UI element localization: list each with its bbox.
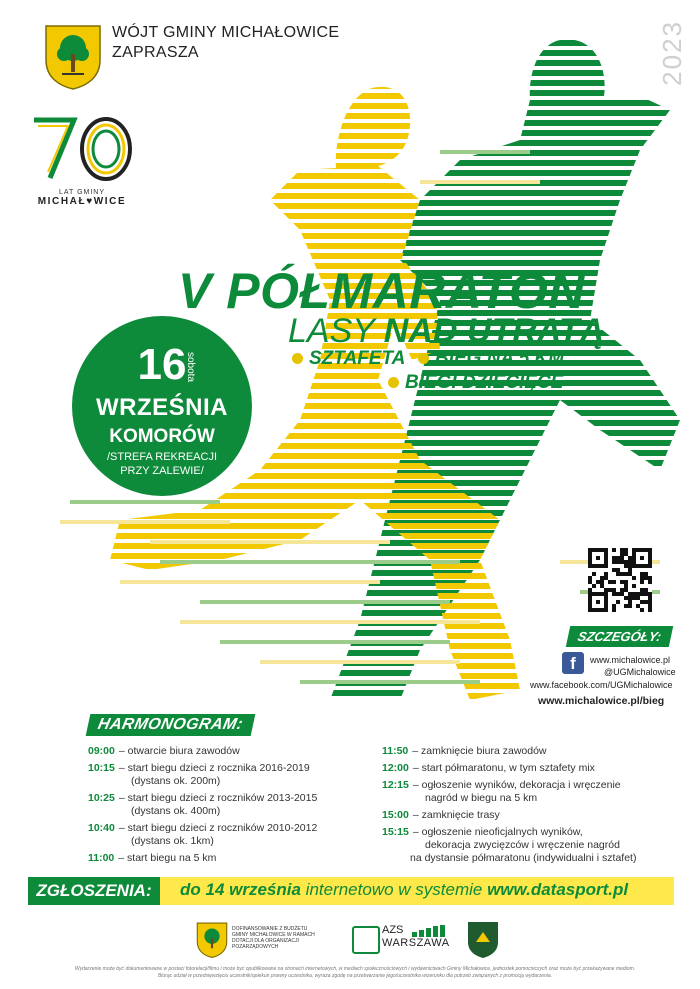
schedule-text-cont: na dystansie półmaratonu (indywidualni i sztafet)	[410, 852, 637, 864]
location-note	[72, 450, 252, 478]
schedule-text: – start biegu dzieci z roczników 2010-2012	[118, 822, 318, 834]
municipality-crest	[44, 24, 102, 90]
item-relay: SZTAFETA	[309, 348, 405, 369]
date-weekday: sobota	[185, 352, 196, 383]
registration-text	[180, 880, 628, 900]
yellow-stripe	[80, 143, 560, 149]
item-kids: BIEGI DZIECIĘCE	[405, 372, 564, 393]
schedule-entry	[88, 745, 378, 758]
item-5km: BIEG NA 5 KM	[434, 348, 565, 369]
schedule-text: – otwarcie biura zawodów	[118, 745, 240, 757]
yellow-stripe	[80, 693, 560, 699]
yellow-stripe	[80, 93, 560, 99]
event-subtitle	[288, 312, 604, 351]
schedule-heading: HARMONOGRAM:	[86, 714, 255, 736]
yellow-stripe	[80, 513, 560, 519]
qr-code[interactable]	[588, 548, 652, 612]
schedule-right-column	[382, 745, 682, 865]
yellow-stripe	[80, 83, 560, 89]
fine-print-line: Biorąc udział w przedsięwzięciu uczestnik/opiekun prawny uczestnika, wyraża zgodę na przetwarzanie jego/uczestnika wizerunku dla potrzeb związanych z promocją wydarzenia.	[157, 973, 553, 979]
location-note-line-2: PRZY ZALEWIE/	[120, 465, 204, 477]
funding-crest-icon	[196, 922, 228, 958]
schedule-time: 11:50	[382, 745, 409, 757]
yellow-stripe	[80, 633, 560, 639]
speed-line	[180, 620, 480, 624]
schedule-text: – zamknięcie trasy	[412, 809, 500, 821]
schedule-entry	[382, 745, 682, 758]
schedule-time: 15:00	[382, 809, 409, 821]
green-stripe	[300, 80, 700, 86]
schedule-entry	[88, 852, 378, 865]
schedule-text: – start biegu dzieci z rocznika 2016-2019	[118, 762, 310, 774]
fine-print-line: Wydarzenie może być dokumentowane w postaci fotorelacji/filmu i może być opublikowane na stronach internetowych, w mediach społecznościowych i wydawnictwach Gminy Michałowice, jednostek pomocniczych oraz może być przekazywane mediom.	[74, 966, 636, 972]
speed-line	[440, 150, 530, 154]
schedule-entry	[88, 762, 378, 788]
green-stripe	[300, 40, 700, 46]
yellow-stripe	[80, 553, 560, 559]
funding-text	[232, 926, 315, 950]
green-stripe	[300, 50, 700, 56]
date-month: WRZEŚNIA	[96, 394, 228, 421]
registration-link[interactable]: www.datasport.pl	[487, 880, 629, 899]
facebook-icon[interactable]: f	[562, 652, 584, 674]
yellow-stripe	[80, 653, 560, 659]
details-label: SZCZEGÓŁY:	[566, 626, 674, 647]
anniversary-small-text: LAT GMINY	[58, 189, 106, 196]
yellow-stripe	[80, 113, 560, 119]
event-items-row-2	[388, 372, 563, 394]
schedule-entry	[88, 792, 378, 818]
event-location: KOMORÓW	[109, 426, 215, 447]
yellow-stripe	[80, 703, 560, 709]
schedule-text-cont: (dystans ok. 200m)	[131, 775, 221, 787]
green-stripe	[300, 70, 700, 76]
speed-line	[160, 560, 460, 564]
website-link[interactable]: www.michalowice.pl	[590, 655, 671, 665]
schedule-entry	[88, 822, 378, 848]
bullet-dot-icon	[388, 377, 399, 388]
speed-line	[60, 520, 230, 524]
subtitle-light: LASY	[288, 312, 384, 350]
yellow-stripe	[80, 63, 560, 69]
anniversary-logo	[26, 112, 138, 218]
green-stripe	[300, 500, 700, 506]
azs-city: WARSZAWA	[382, 937, 450, 949]
registration-mid: internetowo w systemie	[300, 880, 488, 899]
location-note-line-1: /STREFA REKREACJI	[106, 451, 218, 463]
funding-line: DOFINANSOWANIE Z BUDŻETU	[232, 926, 308, 932]
anniversary-name: MICHAŁ♥WICE	[37, 196, 127, 207]
registration-label: ZGŁOSZENIA:	[28, 877, 160, 905]
subtitle-bold: NAD UTRATĄ	[383, 312, 605, 350]
green-stripe	[300, 30, 700, 36]
speed-line	[420, 180, 540, 184]
event-title: V PÓŁMARATON	[178, 263, 585, 319]
schedule-entry	[382, 826, 682, 865]
yellow-stripe	[80, 103, 560, 109]
bullet-dot-icon	[292, 353, 303, 364]
speed-line	[220, 640, 450, 644]
azs-bars-icon	[410, 924, 450, 934]
azs-emblem-icon	[352, 926, 380, 954]
funding-line: POZARZĄDOWYCH	[232, 944, 279, 950]
schedule-time: 10:15	[88, 762, 115, 774]
schedule-time: 11:00	[88, 852, 115, 864]
schedule-time: 15:15	[382, 826, 409, 838]
schedule-text-cont: dekoracja zwycięzców i wręczenie nagród	[425, 839, 620, 851]
schedule-time: 12:00	[382, 762, 409, 774]
schedule-text: – start półmaratonu, w tym sztafety mix	[412, 762, 595, 774]
yellow-stripe	[80, 73, 560, 79]
schedule-text-cont: (dystans ok. 400m)	[131, 805, 221, 817]
schedule-time: 10:40	[88, 822, 115, 834]
event-items-row-1	[292, 348, 564, 370]
speed-line	[260, 660, 460, 664]
schedule-text: – ogłoszenie wyników, dekoracja i wręczenie	[412, 779, 621, 791]
green-stripe	[300, 60, 700, 66]
funding-line: GMINY MICHAŁOWICE W RAMACH	[232, 932, 315, 938]
schedule-time: 12:15	[382, 779, 409, 791]
schedule-entry	[382, 762, 682, 775]
schedule-text: – start biegu na 5 km	[118, 852, 217, 864]
schedule-text-cont: (dystans ok. 1km)	[131, 835, 214, 847]
social-handle[interactable]: @UGMichalowice	[604, 667, 676, 677]
schedule-time: 10:25	[88, 792, 115, 804]
yellow-stripe	[80, 613, 560, 619]
speed-line	[200, 600, 450, 604]
schedule-entry	[382, 779, 682, 805]
speed-line	[120, 580, 380, 584]
schedule-time: 09:00	[88, 745, 115, 757]
schedule-text: – zamknięcie biura zawodów	[412, 745, 547, 757]
green-stripe	[300, 530, 700, 536]
year-label: 2023	[657, 20, 687, 86]
yellow-stripe	[80, 533, 560, 539]
date-day: 16	[137, 340, 187, 389]
shield-icon	[466, 920, 500, 958]
schedule-text-cont: nagród w biegu na 5 km	[425, 792, 538, 804]
schedule-text: – ogłoszenie nieoficjalnych wyników,	[412, 826, 583, 838]
schedule-text: – start biegu dzieci z roczników 2013-2015	[118, 792, 318, 804]
yellow-stripe	[80, 573, 560, 579]
funding-line: DOTACJI DLA ORGANIZACJI	[232, 938, 299, 944]
schedule-entry	[382, 809, 682, 822]
schedule-left-column	[88, 745, 378, 865]
fine-print	[40, 966, 670, 980]
green-stripe	[300, 510, 700, 516]
yellow-stripe	[80, 673, 560, 679]
speed-line	[150, 540, 390, 544]
header-subtitle: ZAPRASZA	[112, 44, 199, 61]
speed-line	[70, 500, 220, 504]
green-stripe	[300, 520, 700, 526]
event-page-link[interactable]: www.michalowice.pl/bieg	[538, 695, 665, 707]
registration-deadline: do 14 września	[180, 880, 301, 899]
header-title: WÓJT GMINY MICHAŁOWICE	[112, 24, 340, 41]
speed-line	[300, 680, 480, 684]
date-badge	[72, 316, 252, 496]
bullet-dot-icon	[418, 353, 429, 364]
facebook-link[interactable]: www.facebook.com/UGMichalowice	[530, 680, 673, 690]
yellow-stripe	[80, 123, 560, 129]
yellow-stripe	[80, 133, 560, 139]
azs-label: AZS	[382, 924, 404, 936]
yellow-stripe	[80, 593, 560, 599]
